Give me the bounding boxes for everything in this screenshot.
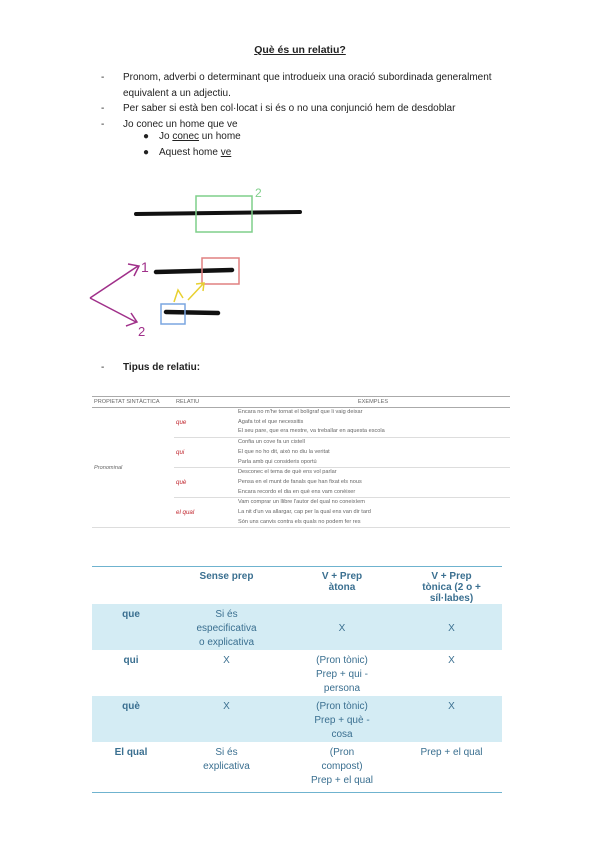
examples-cell: Vam comprar un llibre l'autor del qual no coneixíem La nit d'un va allargar, cap per la qual ens van dir tard Són uns canvis contra els quals no podem fer res — [236, 498, 510, 528]
bullet-text: Jo conec un home que ve — [123, 118, 238, 130]
purple-arrow-icon — [90, 264, 139, 298]
relatius-table — [92, 566, 502, 793]
column-header — [92, 567, 170, 605]
examples-cell: Desconec el tema de què ens vol parlar Pensa en el munt de fanals que han fixat els nous Encara recordo el dia en què ens vam conèixer — [236, 468, 510, 498]
bullet-text: equivalent a un adjectiu. — [123, 87, 231, 99]
table-row: que Si és especificativa o explicativa X X — [92, 604, 502, 650]
row-header: que — [92, 604, 170, 650]
label-one: 1 — [141, 259, 149, 275]
table-row: El qual Si és explicativa (Pron compost) Prep + el qual Prep + el qual — [92, 742, 502, 793]
bullet-text: Pronom, adverbi o determinant que introdueix una oració subordinada generalment — [123, 72, 492, 83]
sub-bullet: ● Jo conec un home — [143, 131, 241, 142]
yellow-arrow-icon — [174, 290, 183, 302]
section-heading: - Tipus de relatiu: — [101, 362, 201, 373]
relative-cell: que — [174, 408, 236, 438]
table-row — [92, 408, 510, 438]
bullet-item: - Jo conec un home que ve — [101, 117, 521, 133]
row-header: què — [92, 696, 170, 742]
sentence-line-icon — [136, 212, 300, 214]
bullet-dot-icon: ● — [143, 131, 150, 142]
relative-cell: què — [174, 468, 236, 498]
examples-cell: Encara no m'he tornat el bolígraf que li vaig deixar Agafa tot el que necessitis El seu pare, que era mestre, va treballar en aquesta escola — [236, 408, 510, 438]
relative-cell: qui — [174, 438, 236, 468]
table-row: què X (Pron tònic) Prep + què - cosa X — [92, 696, 502, 742]
column-header: PROPIETAT SINTÀCTICA — [92, 397, 174, 408]
category-cell: Pronominal — [92, 408, 174, 528]
sentence-line-icon — [156, 270, 232, 272]
column-header: V + Prep àtona — [321, 571, 363, 593]
row-header: El qual — [114, 747, 148, 758]
bullet-item: - Pronom, adverbi o determinant que introdueix una oració subordinada generalment equivalent a un adjectiu. — [101, 72, 492, 99]
column-header: Sense prep — [199, 571, 254, 582]
label-two: 2 — [138, 324, 146, 339]
sentence-line-icon — [166, 312, 218, 313]
examples-cell: Confia un cove fa un cistell El que no ho dit, això no diu la veritat Parla amb qui consideris oportú — [236, 438, 510, 468]
yellow-arrow-icon — [188, 283, 204, 300]
relative-cell: el qual — [174, 498, 236, 528]
label-two: 2 — [255, 186, 262, 200]
column-header: V + Prep tònica (2 o + síl·labes) — [422, 571, 481, 604]
purple-arrow-icon — [90, 298, 137, 326]
bullet-item: - Per saber si està ben col·locat i si és o no una conjunció hem de desdoblar — [101, 101, 521, 117]
sub-bullet: ● Aquest home ve — [143, 147, 232, 158]
bullet-text: Per saber si està ben col·locat i si és o no una conjunció hem de desdoblar — [123, 103, 456, 114]
page-title: Què és un relatiu? — [254, 44, 346, 56]
column-header: EXEMPLES — [236, 397, 510, 408]
table-row: qui X (Pron tònic) Prep + qui - persona X — [92, 650, 502, 696]
column-header: RELATIU — [174, 397, 236, 408]
bullet-dot-icon: ● — [143, 147, 150, 158]
header-row — [92, 567, 502, 605]
row-header: qui — [123, 655, 139, 666]
reference-table — [92, 396, 510, 528]
